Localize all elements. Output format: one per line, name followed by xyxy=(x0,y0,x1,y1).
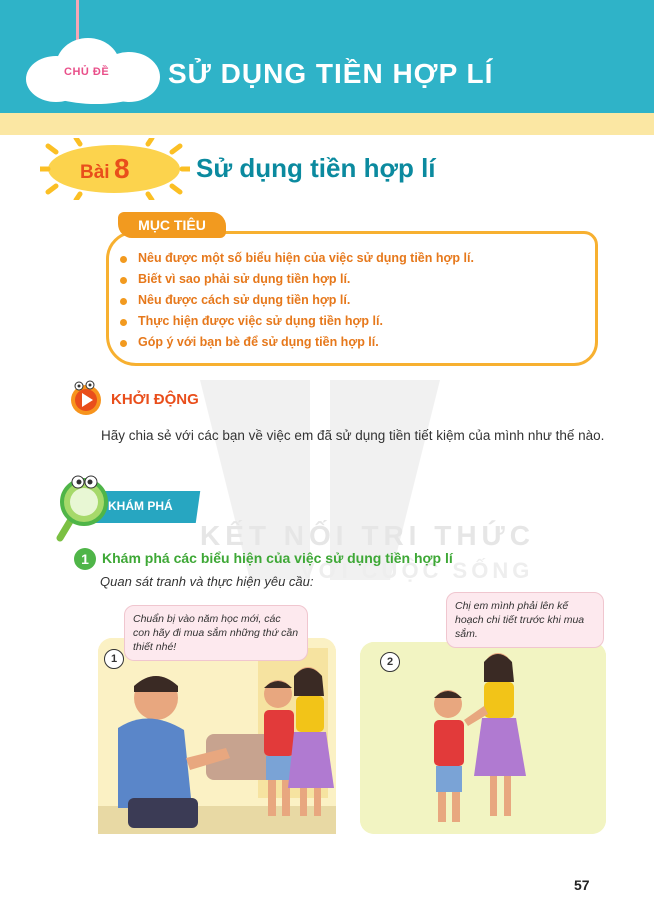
watermark-line1: KẾT NỐI TRI THỨC xyxy=(200,520,535,551)
explore-label: KHÁM PHÁ xyxy=(108,499,173,513)
lesson-word: Bài xyxy=(80,162,110,183)
play-mascot-icon xyxy=(66,380,106,416)
goal-item: Nêu được cách sử dụng tiền hợp lí. xyxy=(118,293,474,314)
lesson-number: 8 xyxy=(114,153,130,184)
goal-item: Biết vì sao phải sử dụng tiền hợp lí. xyxy=(118,272,474,293)
watermark-line2: VỚI CUỘC SỐNG xyxy=(300,558,534,583)
activity-title: Khám phá các biểu hiện của việc sử dụng tiền hợp lí xyxy=(102,550,453,566)
page-number: 57 xyxy=(574,877,590,893)
topic-label: CHỦ ĐỀ xyxy=(64,66,110,78)
family-shopping-illustration-icon xyxy=(98,638,336,834)
speech-bubble-2: Chị em mình phải lên kế hoạch chi tiết trước khi mua sắm. xyxy=(446,592,604,648)
magnifier-mascot-icon xyxy=(54,472,110,542)
warmup-title: KHỞI ĐỘNG xyxy=(111,391,199,408)
warmup-text: Hãy chia sẻ với các bạn về việc em đã sử dụng tiền tiết kiệm của mình như thế nào. xyxy=(101,428,605,443)
activity-number: 1 xyxy=(74,548,96,570)
siblings-planning-illustration-icon xyxy=(360,642,606,834)
goal-item: Góp ý với bạn bè để sử dụng tiền hợp lí. xyxy=(118,335,474,356)
lesson-badge xyxy=(80,153,130,185)
goals-tag: MỤC TIÊU xyxy=(118,212,226,238)
topic-title: SỬ DỤNG TIỀN HỢP LÍ xyxy=(168,58,494,89)
speech-bubble-1: Chuẩn bị vào năm học mới, các con hãy đi mua sắm những thứ cần thiết nhé! xyxy=(124,605,308,661)
activity-instruction: Quan sát tranh và thực hiện yêu cầu: xyxy=(100,574,314,589)
picture-number-2: 2 xyxy=(380,652,400,672)
lesson-title: Sử dụng tiền hợp lí xyxy=(196,153,436,183)
header-stripe xyxy=(0,113,654,135)
picture-number-1: 1 xyxy=(104,649,124,669)
goal-item: Thực hiện được việc sử dụng tiền hợp lí. xyxy=(118,314,474,335)
goal-item: Nêu được một số biểu hiện của việc sử dụng tiền hợp lí. xyxy=(118,251,474,272)
goals-list xyxy=(118,251,474,356)
